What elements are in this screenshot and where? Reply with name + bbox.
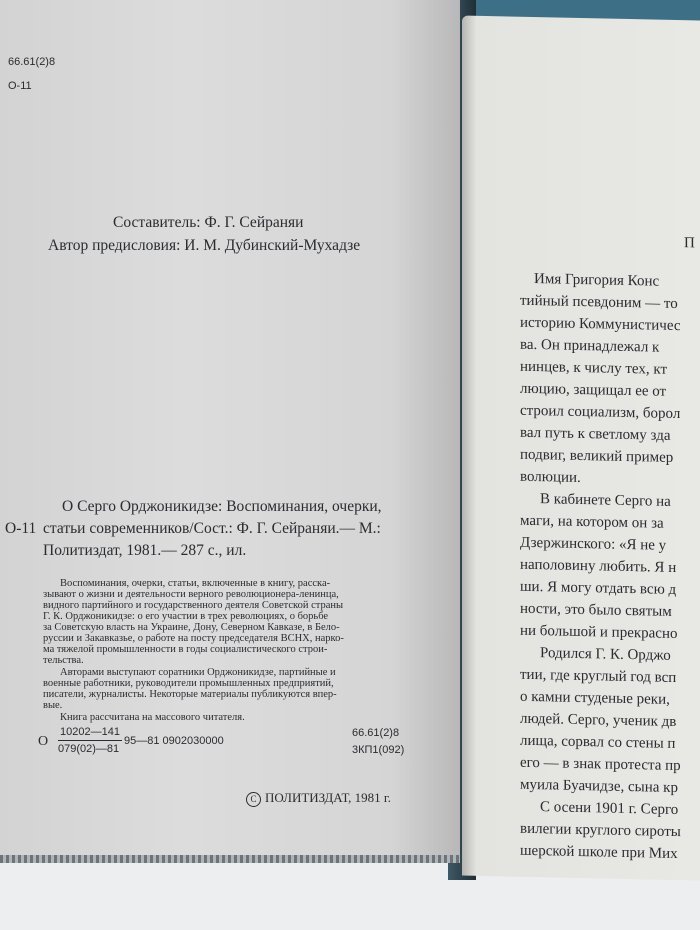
text-line: шерской школе при Мих xyxy=(520,842,678,863)
text-line: людей. Серго, ученик дв xyxy=(520,710,677,730)
text-line: Имя Григория Конс xyxy=(534,271,660,290)
formula-letter: О xyxy=(38,734,49,749)
text-line: муила Буачидзе, сына кр xyxy=(520,776,678,797)
author-mark: О-11 xyxy=(8,80,32,92)
udk-code: 3КП1(092) xyxy=(352,744,405,756)
text-line: о камни студеные реки, xyxy=(520,688,670,708)
compiler-line: Составитель: Ф. Г. Сейраняи xyxy=(113,214,304,231)
annotation-line: Воспоминания, очерки, статьи, включенные в книгу, расска- xyxy=(60,578,331,589)
text-line: люцию, защищал ее от xyxy=(520,380,667,400)
authors-line: писатели, журналисты. Некоторые материалы публикуются впер- xyxy=(43,689,337,700)
annotation-line: видного партийного и государственного деятеля Советской страны xyxy=(43,600,344,611)
authors-line: военные работники, руководители промышленных предприятий, xyxy=(43,678,334,689)
annotation-line: Г. К. Орджоникидзе: о его участии в трех революциях, о борьбе xyxy=(43,611,329,622)
text-line: лища, сорвал со стены п xyxy=(520,732,676,752)
text-line: наполовину любить. Я н xyxy=(520,556,677,576)
text-line: маги, на котором он за xyxy=(520,512,664,532)
text-line: подвиг, великий пример xyxy=(520,446,674,466)
copyright-text: ПОЛИТИЗДАТ, 1981 г. xyxy=(265,790,392,805)
text-line: тии, где круглый год всп xyxy=(520,666,677,686)
text-line: В кабинете Серго на xyxy=(540,491,671,510)
copyright-line xyxy=(246,790,391,807)
text-line: ши. Я могу отдать всю д xyxy=(520,578,677,598)
catalog-line-3: Политиздат, 1981.— 287 с., ил. xyxy=(43,542,247,559)
catalog-mark: О-11 xyxy=(5,520,37,537)
audience-line: Книга рассчитана на массового читателя. xyxy=(60,712,245,723)
formula-denominator: 079(02)—81 xyxy=(58,743,120,755)
annotation-line: за Советскую власть на Украине, Дону, Северном Кавказе, в Бело- xyxy=(43,622,340,633)
text-line: нинцев, к числу тех, кт xyxy=(520,358,668,378)
preface-author-line: Автор предисловия: И. М. Дубинский-Мухадзе xyxy=(48,237,361,254)
text-line: волюции. xyxy=(520,468,581,486)
text-line: тийный псевдоним — то xyxy=(520,292,678,313)
catalog-line-1: О Серго Орджоникидзе: Воспоминания, очерки, xyxy=(62,498,382,515)
annotation-line: зывают о жизни и деятельности верного революционера-ленинца, xyxy=(43,589,339,600)
text-line: ва. Он принадлежал к xyxy=(520,336,660,356)
text-line: Родился Г. К. Орджо xyxy=(540,645,671,664)
bbk-code: 66.61(2)8 xyxy=(8,56,56,68)
text-line: строил социализм, борол xyxy=(520,402,681,423)
formula-tail: 95—81 0902030000 xyxy=(124,735,224,747)
text-line: С осени 1901 г. Серго xyxy=(540,799,679,819)
catalog-line-2: статьи современников/Сост.: Ф. Г. Сейраняи.— М.: xyxy=(43,520,381,537)
page-stack-edge xyxy=(0,855,460,863)
right-page xyxy=(462,16,700,881)
formula-numerator: 10202—141 xyxy=(60,726,120,738)
text-line: вал путь к светлому зда xyxy=(520,424,671,444)
fraction-rule xyxy=(58,740,122,741)
annotation-line: ма тяжелой промышленности в годы социалистического строи- xyxy=(43,644,328,655)
bbk-code-bottom: 66.61(2)8 xyxy=(352,727,400,739)
text-line: ни большой и прекрасно xyxy=(520,622,678,643)
annotation-line: руссии и Закавказье, о работе на посту председателя ВСНХ, нарко- xyxy=(43,633,344,644)
text-line: Дзержинского: «Я не у xyxy=(520,534,667,554)
text-line: его — в знак протеста пр xyxy=(520,754,681,775)
text-line: ности, это было святым xyxy=(520,600,672,620)
authors-line: Авторами выступают соратники Орджоникидзе, партийные и xyxy=(60,667,336,678)
authors-line: вые. xyxy=(43,700,63,711)
text-line: вилегии круглого сироты xyxy=(520,820,681,841)
text-line: историю Коммунистичес xyxy=(520,314,681,335)
annotation-line: тельства. xyxy=(43,655,84,666)
heading-fragment: П xyxy=(684,235,695,252)
copyright-icon: C xyxy=(246,792,261,807)
